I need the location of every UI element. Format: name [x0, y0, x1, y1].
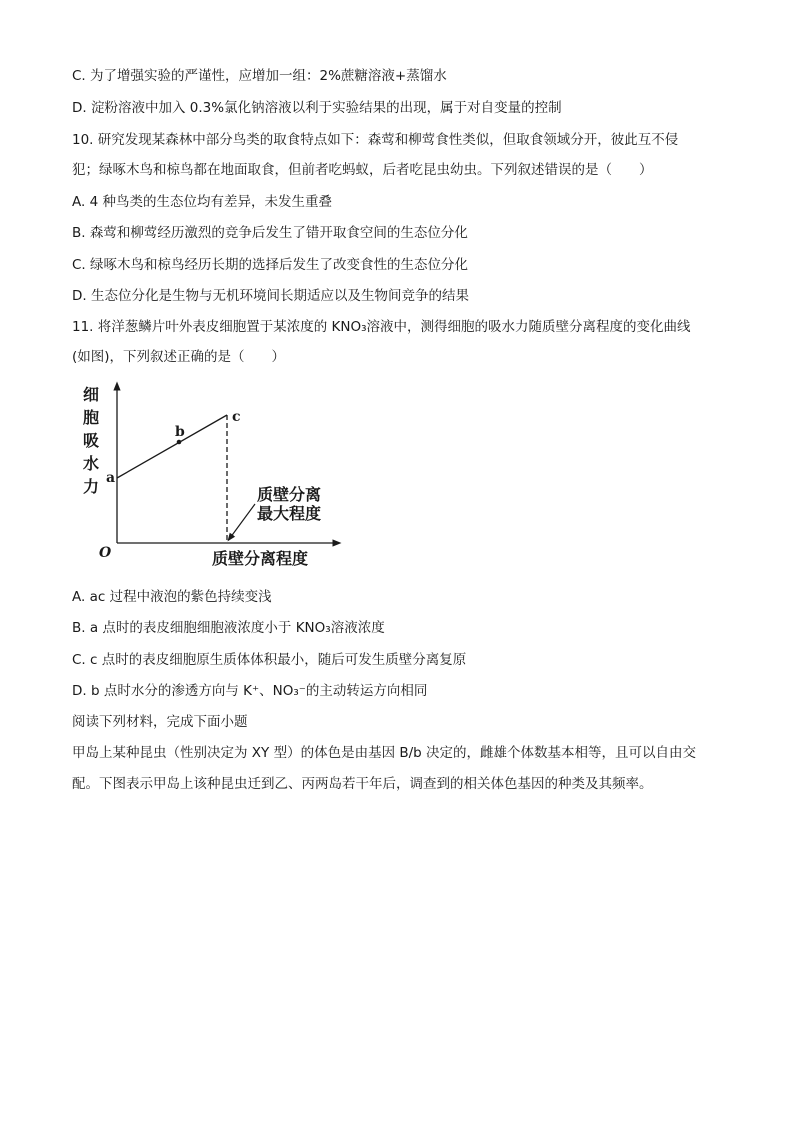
text-line: B. 森莺和柳莺经历激烈的竞争后发生了错开取食空间的生态位分化 [72, 225, 468, 241]
point-b-dot [177, 440, 182, 445]
text-line: 犯；绿啄木鸟和椋鸟都在地面取食，但前者吃蚂蚁，后者吃昆虫幼虫。下列叙述错误的是（ ） [72, 162, 653, 178]
point-b-label: b [175, 424, 185, 440]
y-label-char: 吸 [83, 431, 100, 450]
text-line: 甲岛上某种昆虫（性别决定为 XY 型）的体色是由基因 B/b 决定的，雌雄个体数基本相等，且可以自由交 [72, 745, 697, 761]
point-a-label: a [106, 470, 116, 486]
label-arrow [230, 504, 255, 538]
point-c-label: c [232, 409, 241, 425]
text-line: C. c 点时的表皮细胞原生质体体积最小，随后可发生质壁分离复原 [72, 652, 467, 668]
text-line: D. 生态位分化是生物与无机环境间长期适应以及生物间竞争的结果 [72, 288, 469, 304]
text-line: (如图)，下列叙述正确的是（ ） [72, 349, 286, 365]
y-label-char: 水 [83, 454, 100, 473]
text-line: 配。下图表示甲岛上该种昆虫迁到乙、丙两岛若干年后，调查到的相关体色基因的种类及其频率。 [72, 776, 653, 792]
text-line: C. 为了增强实验的严谨性，应增加一组：2%蔗糖溶液+蒸馏水 [72, 68, 447, 84]
y-label-char: 胞 [83, 408, 100, 427]
text-line: D. 淀粉溶液中加入 0.3%氯化钠溶液以利于实验结果的出现，属于对自变量的控制 [72, 100, 562, 116]
text-line: C. 绿啄木鸟和椋鸟经历长期的选择后发生了改变食性的生态位分化 [72, 257, 469, 273]
curve-line [117, 415, 227, 478]
x-axis-label: 质壁分离程度 [212, 549, 309, 568]
text-line: A. 4 种鸟类的生态位均有差异，未发生重叠 [72, 194, 332, 210]
max-label: 最大程度 [257, 504, 322, 523]
text-line: 10. 研究发现某森林中部分鸟类的取食特点如下：森莺和柳莺食性类似，但取食领域分开，彼此互不侵 [72, 132, 679, 148]
text-line: 阅读下列材料，完成下面小题 [72, 714, 248, 730]
text-line: 11. 将洋葱鳞片叶外表皮细胞置于某浓度的 KNO₃溶液中，测得细胞的吸水力随质壁分离程度的变化曲线 [72, 319, 691, 335]
text-line: B. a 点时的表皮细胞细胞液浓度小于 KNO₃溶液浓度 [72, 620, 385, 636]
y-label-char: 力 [83, 477, 100, 496]
max-label: 质壁分离 [257, 485, 322, 504]
origin-label: O [99, 545, 112, 561]
y-label-char: 细 [83, 385, 100, 404]
water-absorption-chart [70, 378, 370, 578]
text-line: D. b 点时水分的渗透方向与 K⁺、NO₃⁻的主动转运方向相同 [72, 683, 428, 699]
text-line: A. ac 过程中液泡的紫色持续变浅 [72, 589, 272, 605]
